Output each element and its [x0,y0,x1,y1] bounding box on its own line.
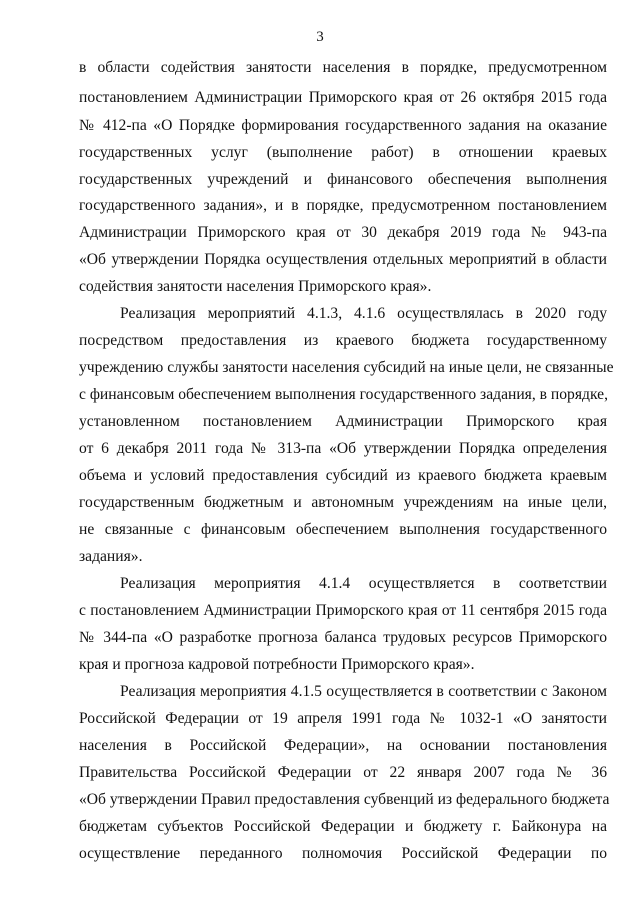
text-line: от 6 декабря 2011 года № 313-па «Об утверждении Порядка определения [79,440,607,457]
text-line: № 412-па «О Порядке формирования государственного задания на оказание [79,117,607,134]
paragraph-first-line: Реализация мероприятий 4.1.3, 4.1.6 осуществлялась в 2020 году [120,305,607,322]
text-line: государственным бюджетным и автономным учреждениям на иные цели, [79,494,607,511]
text-line: бюджетам субъектов Российской Федерации и бюджету г. Байконура на [79,818,607,835]
text-line: Администрации Приморского края от 30 декабря 2019 года № 943-па [79,224,607,241]
text-line: задания». [79,548,143,565]
text-line: осуществление переданного полномочия Российской Федерации по [79,845,607,862]
text-line: № 344-па «О разработке прогноза баланса трудовых ресурсов Приморского [79,629,607,646]
text-line: в области содействия занятости населения в порядке, предусмотренном [79,59,607,76]
text-line: посредством предоставления из краевого бюджета государственному [79,332,607,349]
text-line: содействия занятости населения Приморского края». [79,278,432,295]
text-line: Российской Федерации от 19 апреля 1991 года № 1032-1 «О занятости [79,710,607,727]
text-line: Правительства Российской Федерации от 22 января 2007 года № 36 [79,764,607,781]
text-line: объема и условий предоставления субсидий из краевого бюджета краевым [79,467,607,484]
text-line: «Об утверждении Порядка осуществления отдельных мероприятий в области [79,251,607,268]
text-line: государственных учреждений и финансового обеспечения выполнения [79,171,607,188]
text-line: населения в Российской Федерации», на основании постановления [79,737,607,754]
text-line: установленном постановлением Администрации Приморского края [79,413,607,430]
paragraph-first-line: Реализация мероприятия 4.1.4 осуществляется в соответствии [120,575,607,592]
text-line: с финансовым обеспечением выполнения государственного задания, в порядке, [79,386,608,403]
text-line: государственных услуг (выполнение работ) в отношении краевых [79,144,607,161]
text-line: края и прогноза кадровой потребности Приморского края». [79,656,475,673]
paragraph-first-line: Реализация мероприятия 4.1.5 осуществляется в соответствии с Законом [120,683,607,700]
text-line: государственного задания», и в порядке, предусмотренном постановлением [79,197,607,214]
text-line: с постановлением Администрации Приморского края от 11 сентября 2015 года [79,602,607,619]
text-line: постановлением Администрации Приморского края от 26 октября 2015 года [79,89,607,106]
text-line: учреждению службы занятости населения субсидий на иные цели, не связанные [79,359,614,376]
text-line: не связанные с финансовым обеспечением выполнения государственного [79,521,607,538]
page-number: 3 [316,29,324,45]
text-line: «Об утверждении Правил предоставления субвенций из федерального бюджета [79,791,610,808]
